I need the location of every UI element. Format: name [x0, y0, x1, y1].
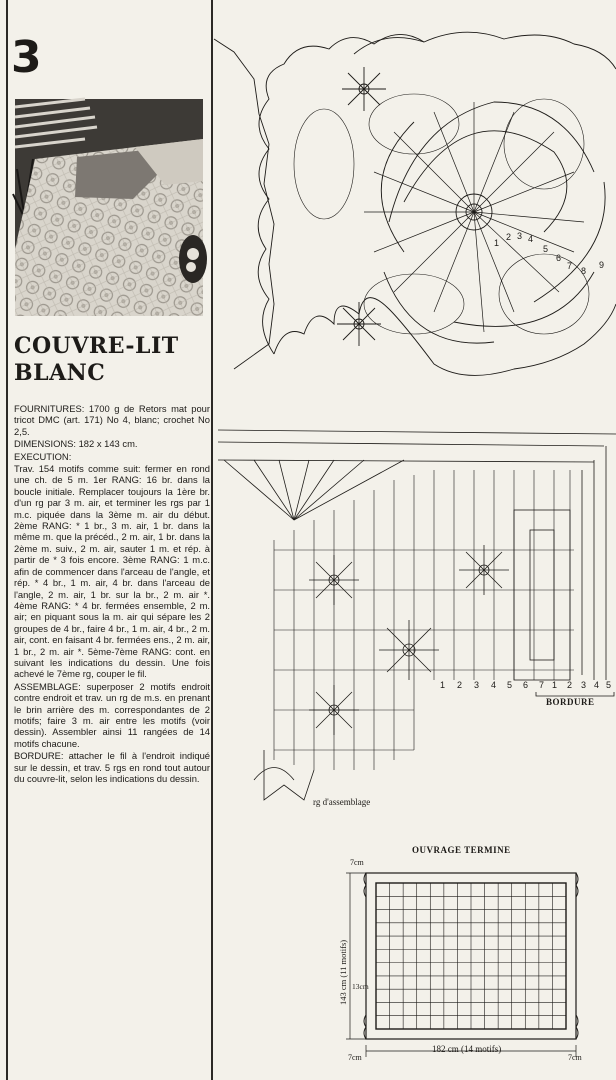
border-row-number: 3 — [474, 680, 480, 690]
border-row-number: 7 — [539, 680, 545, 690]
bordure-number: 1 — [552, 680, 558, 690]
column-divider — [211, 0, 213, 1080]
border-row-number: 1 — [440, 680, 446, 690]
motif-row-number: 7 — [567, 261, 573, 271]
motif-row-number: 4 — [528, 234, 534, 244]
margin-bottom-right-label: 7cm — [568, 1053, 582, 1062]
bordure-number: 3 — [581, 680, 587, 690]
border-paragraph: BORDURE: attacher le fil à l'endroit indiqué sur le dessin, et trav. 5 rgs en rond tout autour du couvre-lit, selon les indications du dessin. — [14, 750, 210, 784]
border-row-number: 4 — [491, 680, 497, 690]
finished-title: OUVRAGE TERMINE — [412, 845, 511, 855]
instructions-text — [14, 403, 210, 785]
execution-paragraph: Trav. 154 motifs comme suit: fermer en rond une ch. de 5 m. 1er RANG: 16 br. dans la boucle initiale. Remplacer toujours la 1ère br. d'un rg par 3 m. air, et terminer les rgs par 1 m.c. piquée dans la 3ème m. air du début. 2ème RANG: * 1 br., 3 m. air, 1 br. dans la même m. que la précéd., 2 m. air, 1 br. dans la 2ème m. suiv., 2 m. air, sauter 1 m. et rép. à partir de * 3 fois encore. 3ème RANG: 1 m.c. afin de commencer dans l'arceau de l'angle, et rép. * 4 br., 1 m. air, 4 br. dans l'arceau de l'angle, 2 m. air, 1 br. sur la br., 2 m. air *. 4ème RANG: * 4 br. fermées ensemble, 2 m. air; en piquant sous la m. air qui sépare les 2 groupes de 4 br., faire 4 br., 1 m. air, 4 br., 2 m. air, cont. en faisant 4 br. fermées ens., 2 m. air, 1 br., 2 m. air *. 5ème-7ème RANG: cont. en suivant les indications du dessin. Une fois achevé le 7ème rg, couper le fil. — [14, 463, 210, 680]
motif-row-number: 3 — [517, 231, 523, 241]
motif-row-number: 5 — [543, 244, 549, 254]
finished-bedspread-diagram — [340, 855, 616, 1060]
finished-height-label: 143 cm (11 motifs) — [338, 939, 348, 1005]
bedspread-photo — [15, 99, 203, 316]
bordure-number: 4 — [594, 680, 600, 690]
motif-row-number: 1 — [494, 238, 500, 248]
title-line-1: COUVRE-LIT — [14, 333, 179, 359]
border-row-number: 5 — [507, 680, 513, 690]
left-column-rule — [6, 0, 8, 1080]
border-row-number: 2 — [457, 680, 463, 690]
motif-row-number: 9 — [599, 260, 605, 270]
motif-row-number: 6 — [556, 253, 562, 263]
motif-crochet-chart — [214, 24, 616, 396]
margin-bottom-left-label: 7cm — [348, 1053, 362, 1062]
border-row-number: 6 — [523, 680, 529, 690]
bordure-label: BORDURE — [546, 697, 595, 707]
pattern-number: 3 — [11, 32, 41, 83]
finished-width-label: 182 cm (14 motifs) — [432, 1044, 502, 1054]
assembly-paragraph: ASSEMBLAGE: superposer 2 motifs endroit contre endroit et trav. un rg de m.s. en prenant le brin arrière des m. correspondantes de 2 motifs; faire 3 m. air entre les motifs (voir dessin). Assembler ainsi 11 rangées de 14 motifs chacune. — [14, 680, 210, 749]
assembly-row-label: rg d'assemblage — [313, 797, 371, 807]
bordure-number: 5 — [606, 680, 612, 690]
title-line-2: BLANC — [14, 360, 106, 386]
bordure-number: 2 — [567, 680, 573, 690]
motif-row-number: 8 — [581, 266, 587, 276]
pattern-title — [14, 333, 204, 387]
supplies-paragraph: FOURNITURES: 1700 g de Retors mat pour tricot DMC (art. 171) No 4, blanc; crochet No 2,5. — [14, 403, 210, 437]
margin-left-label: 13cm — [352, 982, 369, 991]
bedspread-photo-art — [15, 99, 203, 316]
execution-heading: EXECUTION: — [14, 450, 72, 462]
border-crochet-chart — [214, 420, 616, 815]
margin-top-label: 7cm — [350, 858, 364, 867]
motif-row-number: 2 — [506, 232, 512, 242]
dimensions-paragraph: DIMENSIONS: 182 x 143 cm. — [14, 438, 138, 450]
